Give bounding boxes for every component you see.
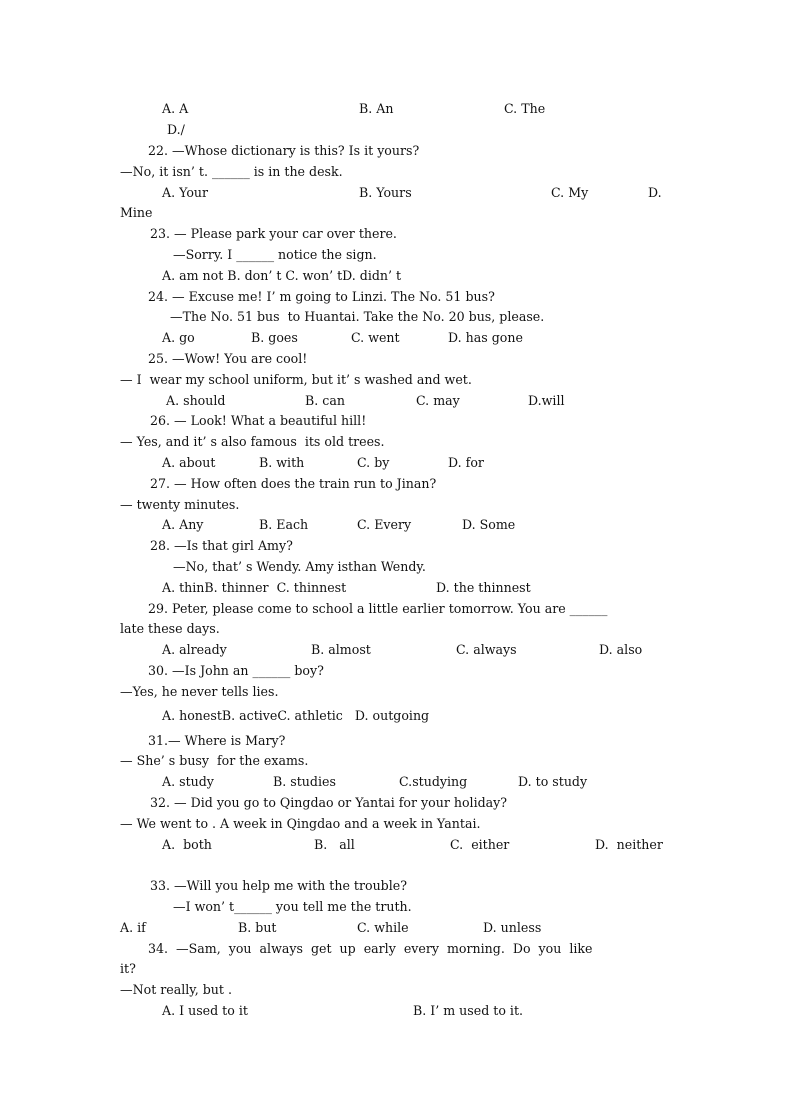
q29-option-a: A. already bbox=[162, 642, 227, 657]
q24-option-a: A. go bbox=[162, 330, 195, 345]
q21-option-b: B. An bbox=[359, 101, 394, 116]
q32-reply: — We went to . A week in Qingdao and a week in Yantai. bbox=[120, 816, 481, 831]
q21-option-d: D./ bbox=[167, 122, 185, 137]
q32-option-d: D. neither bbox=[595, 837, 663, 852]
q34-reply: —Not really, but . bbox=[120, 982, 232, 997]
q31-option-a: A. study bbox=[162, 774, 214, 789]
q22-option-a: A. Your bbox=[162, 185, 209, 200]
q31-option-b: B. studies bbox=[273, 774, 336, 789]
q33-prompt: 33. —Will you help me with the trouble? bbox=[150, 878, 407, 893]
q33-option-d: D. unless bbox=[483, 920, 542, 935]
q22-option-b: B. Yours bbox=[359, 185, 412, 200]
q25-option-c: C. may bbox=[416, 393, 460, 408]
q32-option-c: C. either bbox=[450, 837, 510, 852]
q21-option-a: A. A bbox=[162, 101, 189, 116]
q24-option-c: C. went bbox=[351, 330, 400, 345]
q33-option-c: C. while bbox=[357, 920, 409, 935]
q34-option-b: B. I’ m used to it. bbox=[413, 1003, 524, 1018]
q26-reply: — Yes, and it’ s also famous its old trees. bbox=[120, 434, 385, 449]
q27-option-a: A. Any bbox=[162, 517, 204, 532]
q32-prompt: 32. — Did you go to Qingdao or Yantai for your holiday? bbox=[150, 795, 508, 810]
q21-option-c: C. The bbox=[504, 101, 546, 116]
q26-option-d: D. for bbox=[448, 455, 484, 470]
q27-reply: — twenty minutes. bbox=[120, 497, 240, 512]
q26-option-c: C. by bbox=[357, 455, 390, 470]
q22-option-d-cont: Mine bbox=[120, 205, 153, 220]
q25-option-b: B. can bbox=[305, 393, 345, 408]
q29-prompt-cont: late these days. bbox=[120, 621, 220, 636]
q26-prompt: 26. — Look! What a beautiful hill! bbox=[150, 413, 367, 428]
q27-prompt: 27. — How often does the train run to Jinan? bbox=[150, 476, 437, 491]
q31-reply: — She’ s busy for the exams. bbox=[120, 753, 309, 768]
q22-option-c: C. My bbox=[551, 185, 589, 200]
q29-option-c: C. always bbox=[456, 642, 517, 657]
q28-reply: —No, that’ s Wendy. Amy isthan Wendy. bbox=[173, 559, 426, 574]
q29-option-b: B. almost bbox=[311, 642, 371, 657]
q24-option-b: B. goes bbox=[251, 330, 298, 345]
q26-option-a: A. about bbox=[162, 455, 216, 470]
q28-prompt: 28. —Is that girl Amy? bbox=[150, 538, 293, 553]
q22-prompt: 22. —Whose dictionary is this? Is it yours? bbox=[148, 143, 420, 158]
q30-options: A. honestB. activeC. athletic D. outgoing bbox=[162, 708, 430, 723]
q25-option-d: D.will bbox=[528, 393, 565, 408]
q33-reply: —I won’ t______ you tell me the truth. bbox=[173, 899, 412, 914]
q23-reply: —Sorry. I ______ notice the sign. bbox=[173, 247, 377, 262]
q31-prompt: 31.— Where is Mary? bbox=[148, 733, 286, 748]
q27-option-d: D. Some bbox=[462, 517, 516, 532]
q34-prompt-cont: it? bbox=[120, 961, 136, 976]
q22-reply: —No, it isn’ t. ______ is in the desk. bbox=[120, 164, 343, 179]
q27-option-c: C. Every bbox=[357, 517, 412, 532]
q28-options: A. thinB. thinner C. thinnest bbox=[162, 580, 347, 595]
q28-option-d: D. the thinnest bbox=[436, 580, 531, 595]
q23-options: A. am not B. don’ t C. won’ tD. didn’ t bbox=[162, 268, 402, 283]
q34-option-a: A. I used to it bbox=[162, 1003, 248, 1018]
q25-prompt: 25. —Wow! You are cool! bbox=[148, 351, 308, 366]
q32-option-b: B. all bbox=[314, 837, 355, 852]
q26-option-b: B. with bbox=[259, 455, 305, 470]
q33-option-b: B. but bbox=[238, 920, 277, 935]
q27-option-b: B. Each bbox=[259, 517, 309, 532]
q30-prompt: 30. —Is John an ______ boy? bbox=[148, 663, 324, 678]
q30-reply: —Yes, he never tells lies. bbox=[120, 684, 279, 699]
q24-reply: —The No. 51 bus to Huantai. Take the No. 20 bus, please. bbox=[170, 309, 545, 324]
q22-option-d: D. bbox=[648, 185, 662, 200]
q31-option-d: D. to study bbox=[518, 774, 588, 789]
q33-option-a: A. if bbox=[120, 920, 146, 935]
q31-option-c: C.studying bbox=[399, 774, 468, 789]
q25-option-a: A. should bbox=[166, 393, 226, 408]
q23-prompt: 23. — Please park your car over there. bbox=[150, 226, 397, 241]
q32-option-a: A. both bbox=[162, 837, 212, 852]
q29-prompt: 29. Peter, please come to school a little earlier tomorrow. You are ______ bbox=[148, 601, 608, 616]
q29-option-d: D. also bbox=[599, 642, 643, 657]
q25-reply: — I wear my school uniform, but it’ s washed and wet. bbox=[120, 372, 472, 387]
q24-prompt: 24. — Excuse me! I’ m going to Linzi. The No. 51 bus? bbox=[148, 289, 495, 304]
q24-option-d: D. has gone bbox=[448, 330, 523, 345]
q34-prompt: 34. —Sam, you always get up early every morning. Do you like bbox=[148, 941, 593, 956]
